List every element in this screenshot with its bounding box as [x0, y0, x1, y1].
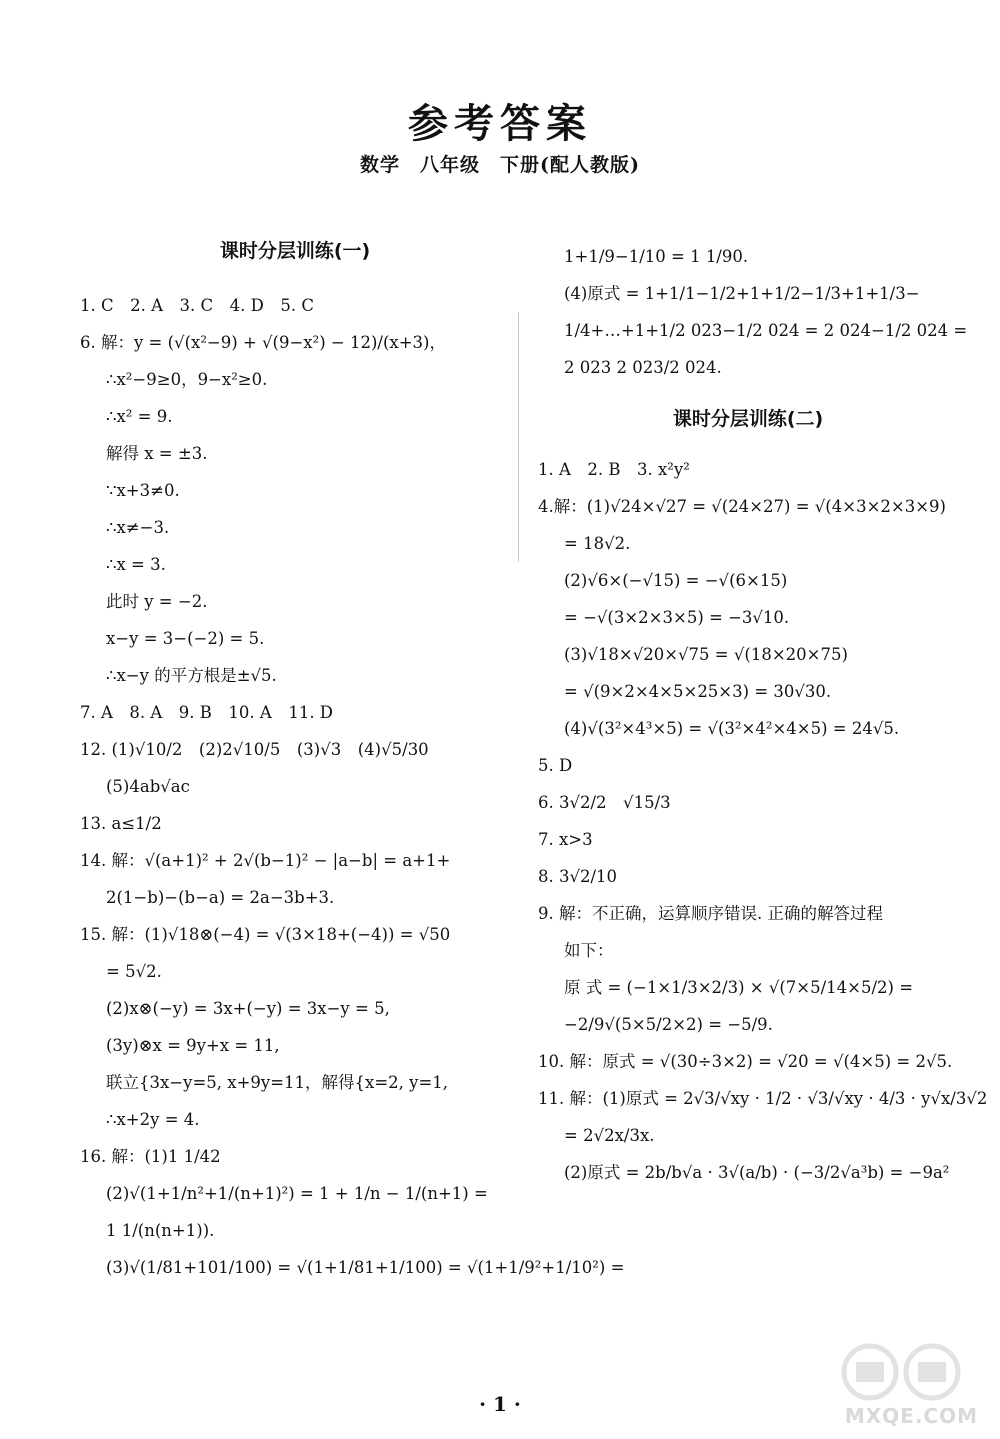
answer-line: ∴x = 3. — [106, 555, 166, 574]
answer-line: = −√(3×2×3×5) = −3√10. — [564, 608, 790, 627]
answer-line: ∴x+2y = 4. — [106, 1110, 200, 1129]
answer-line: 15. 解：(1)√18⊗(−4) = √(3×18+(−4)) = √50 — [80, 925, 451, 944]
answer-line: 解得 x = ±3. — [106, 444, 208, 463]
answer-line: (3y)⊗x = 9y+x = 11, — [106, 1036, 280, 1055]
answer-line: 5. D — [538, 756, 573, 775]
watermark-text: MXQE.COM — [844, 1404, 978, 1428]
answer-line: 2 023 2 023/2 024. — [564, 358, 722, 377]
answer-line: 13. a≤1/2 — [80, 814, 162, 833]
page-subtitle: 数学 八年级 下册(配人教版) — [360, 154, 640, 176]
answer-line: (2)x⊗(−y) = 3x+(−y) = 3x−y = 5, — [106, 999, 390, 1018]
answer-line: x−y = 3−(−2) = 5. — [106, 629, 265, 648]
answer-line: 此时 y = −2. — [106, 592, 208, 611]
answer-line: 9. 解：不正确，运算顺序错误. 正确的解答过程 — [538, 904, 883, 923]
answer-line: = √(9×2×4×5×25×3) = 30√30. — [564, 682, 832, 701]
answer-line: 4.解：(1)√24×√27 = √(24×27) = √(4×3×2×3×9) — [538, 497, 946, 516]
answer-line: = 5√2. — [106, 962, 162, 981]
answer-line: (5)4ab√ac — [106, 777, 190, 796]
answer-line: (3)√(1/81+101/100) = √(1+1/81+1/100) = √(1+1/9²+1/10²) = — [106, 1258, 625, 1277]
answer-line: 2(1−b)−(b−a) = 2a−3b+3. — [106, 888, 335, 907]
answer-line: −2/9√(5×5/2×2) = −5/9. — [564, 1015, 773, 1034]
answer-line: 原 式 = (−1×1/3×2/3) × √(7×5/14×5/2) = — [564, 978, 914, 997]
answer-line: 14. 解：√(a+1)² + 2√(b−1)² − |a−b| = a+1+ — [80, 851, 451, 870]
column-divider — [518, 312, 519, 562]
answer-line: (4)原式 = 1+1/1−1/2+1+1/2−1/3+1+1/3− — [564, 284, 920, 303]
section-title-1: 课时分层训练(一) — [219, 240, 371, 262]
answer-line: 1 1/(n(n+1)). — [106, 1221, 215, 1240]
answer-line: ∵x+3≠0. — [106, 481, 180, 500]
answer-line: (2)√6×(−√15) = −√(6×15) — [564, 571, 788, 590]
watermark-logo — [820, 1332, 990, 1432]
page-number: · 1 · — [479, 1392, 521, 1416]
answer-line: 1. C 2. A 3. C 4. D 5. C — [80, 296, 314, 315]
answer-line: (3)√18×√20×√75 = √(18×20×75) — [564, 645, 848, 664]
answer-line: 6. 3√2/2 √15/3 — [538, 793, 671, 812]
answer-line: 10. 解：原式 = √(30÷3×2) = √20 = √(4×5) = 2√5. — [538, 1052, 953, 1071]
answer-line: 16. 解：(1)1 1/42 — [80, 1147, 221, 1166]
answer-line: ∴x²−9≥0，9−x²≥0. — [106, 370, 268, 389]
answer-line: (4)√(3²×4³×5) = √(3²×4²×4×5) = 24√5. — [564, 719, 900, 738]
answer-line: 11. 解：(1)原式 = 2√3/√xy · 1/2 · √3/√xy · 4/3 · y√x/3√2 — [538, 1089, 988, 1108]
answer-line: = 18√2. — [564, 534, 631, 553]
page-title: 参考答案 — [408, 100, 592, 147]
answer-line: 如下： — [564, 941, 614, 960]
section-title-2: 课时分层训练(二) — [672, 408, 824, 430]
answer-line: 1/4+…+1+1/2 023−1/2 024 = 2 024−1/2 024 = — [564, 321, 968, 340]
answer-line: 1. A 2. B 3. x²y² — [538, 460, 690, 479]
answer-line: 7. A 8. A 9. B 10. A 11. D — [80, 703, 334, 722]
answer-line: ∴x² = 9. — [106, 407, 173, 426]
answer-line: 7. x>3 — [538, 830, 593, 849]
answer-line: 12. (1)√10/2 (2)2√10/5 (3)√3 (4)√5/30 — [80, 740, 429, 759]
answer-line: 1+1/9−1/10 = 1 1/90. — [564, 247, 749, 266]
answer-line: ∴x−y 的平方根是±√5. — [106, 666, 277, 685]
answer-line: ∴x≠−3. — [106, 518, 170, 537]
right-column — [538, 238, 988, 1191]
answer-line: (2)√(1+1/n²+1/(n+1)²) = 1 + 1/n − 1/(n+1) = — [106, 1184, 488, 1203]
answer-line: 8. 3√2/10 — [538, 867, 618, 886]
answer-line: 联立{3x−y=5, x+9y=11，解得{x=2, y=1, — [106, 1073, 449, 1092]
answer-line: = 2√2x/3x. — [564, 1126, 655, 1145]
answer-line: 6. 解：y = (√(x²−9) + √(9−x²) − 12)/(x+3)， — [80, 333, 446, 352]
answer-line: (2)原式 = 2b/b√a · 3√(a/b) · (−3/2√a³b) = −9a² — [564, 1163, 950, 1182]
